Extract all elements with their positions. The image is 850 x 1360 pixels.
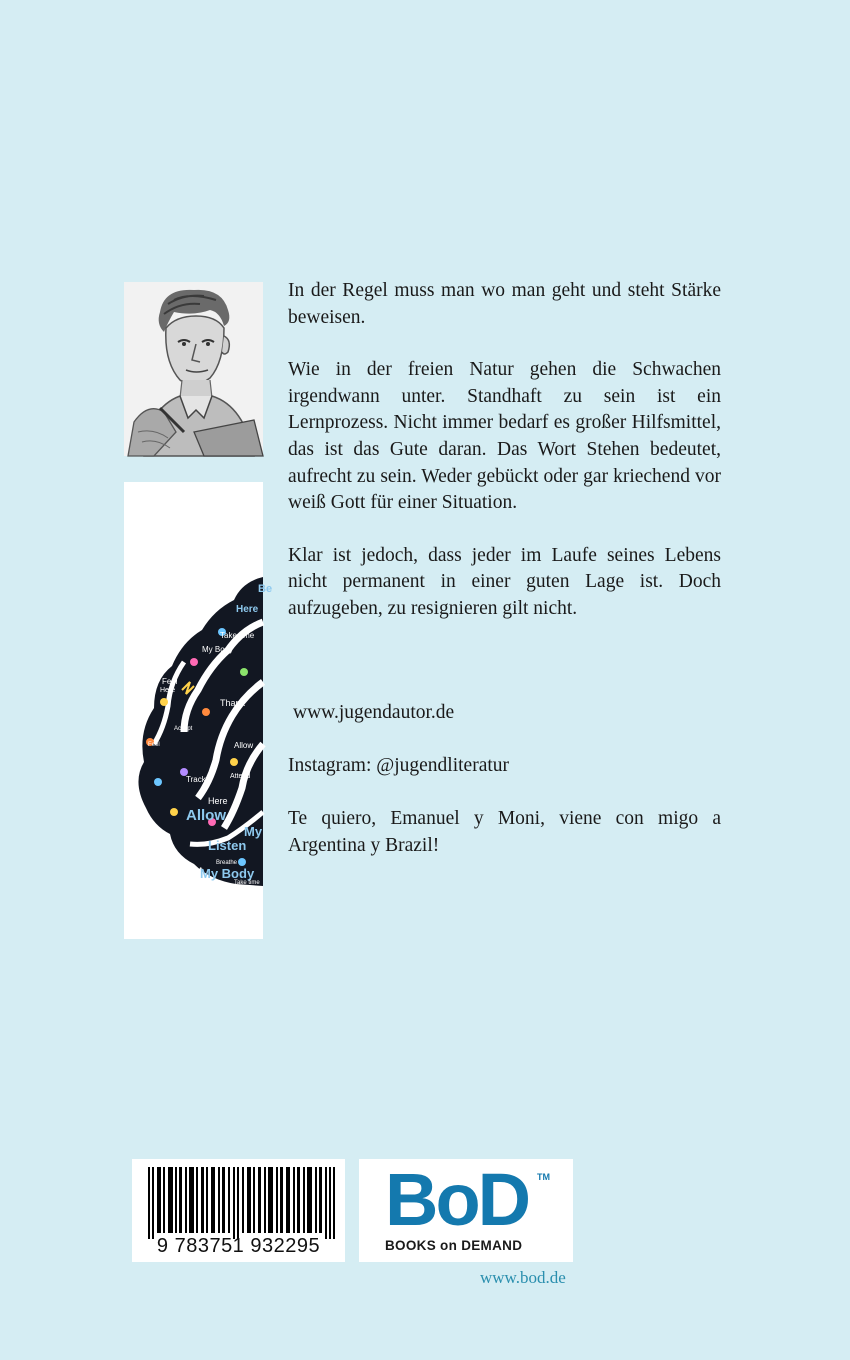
bod-logo-text: BoD: [385, 1158, 529, 1241]
publisher-url[interactable]: www.bod.de: [480, 1268, 566, 1287]
word-art-word: Here: [208, 796, 228, 806]
word-art-word: Take time: [234, 880, 260, 886]
blurb-paragraph-1: In der Regel muss man wo man geht und steht Stärke beweisen.: [288, 280, 721, 328]
word-art-word: Take time: [220, 631, 255, 640]
word-art-word: My: [244, 824, 263, 839]
word-art-word: Thank: [220, 698, 246, 708]
word-art-word: Attend: [230, 773, 251, 780]
word-art-word: Feel: [148, 742, 160, 748]
word-art-word: Here: [236, 604, 259, 615]
word-art-word: My Body: [200, 866, 255, 881]
word-art-head-illustration: [124, 482, 273, 939]
isbn-number: 9 783751 932295: [156, 1235, 321, 1257]
publisher-logo: [359, 1159, 573, 1262]
blurb-paragraph-3: Klar ist jedoch, dass jeder im Laufe seines Lebens nicht permanent in einer guten Lage ist. Doch aufzugeben, zu resignieren gilt nicht.: [288, 544, 721, 619]
blurb-text: [288, 278, 721, 623]
word-art-word: Allow: [234, 741, 254, 750]
word-art-word: Be: [258, 583, 273, 595]
word-art-word: Trust: [178, 866, 203, 877]
word-art-word: Allow: [186, 807, 226, 824]
word-art-word: Here: [160, 687, 176, 694]
word-art-word: Breathe: [216, 860, 238, 866]
word-art-word: My Body: [202, 645, 234, 654]
word-art-word: Track: [186, 775, 206, 784]
word-art-word: Listen: [208, 838, 247, 853]
barcode-bars: [148, 1167, 336, 1239]
blurb-paragraph-2: Wie in der freien Natur gehen die Schwachen irgendwann unter. Standhaft zu sein ist ein Lernprozess. Nicht immer bedarf es großer Hilfsmittel, das ist das Gute daran. Das Wort Stehen bedeutet, aufrecht zu sein. Weder gebückt oder gar kriechend vor weiß Gott für einer Situation.: [288, 359, 721, 514]
publisher-tagline: BOOKS on DEMAND: [385, 1238, 523, 1253]
isbn-barcode: [132, 1159, 345, 1262]
author-website: www.jugendautor.de: [293, 702, 455, 723]
author-instagram: Instagram: @jugendliteratur: [288, 755, 510, 776]
author-portrait: [124, 282, 263, 456]
word-art-word: Feel: [162, 677, 178, 686]
trademark-symbol: TM: [537, 1172, 550, 1182]
word-art-word: Accept: [174, 726, 193, 732]
dedication-text: Te quiero, Emanuel y Moni, viene con migo a Argentina y Brazil!: [288, 808, 721, 856]
